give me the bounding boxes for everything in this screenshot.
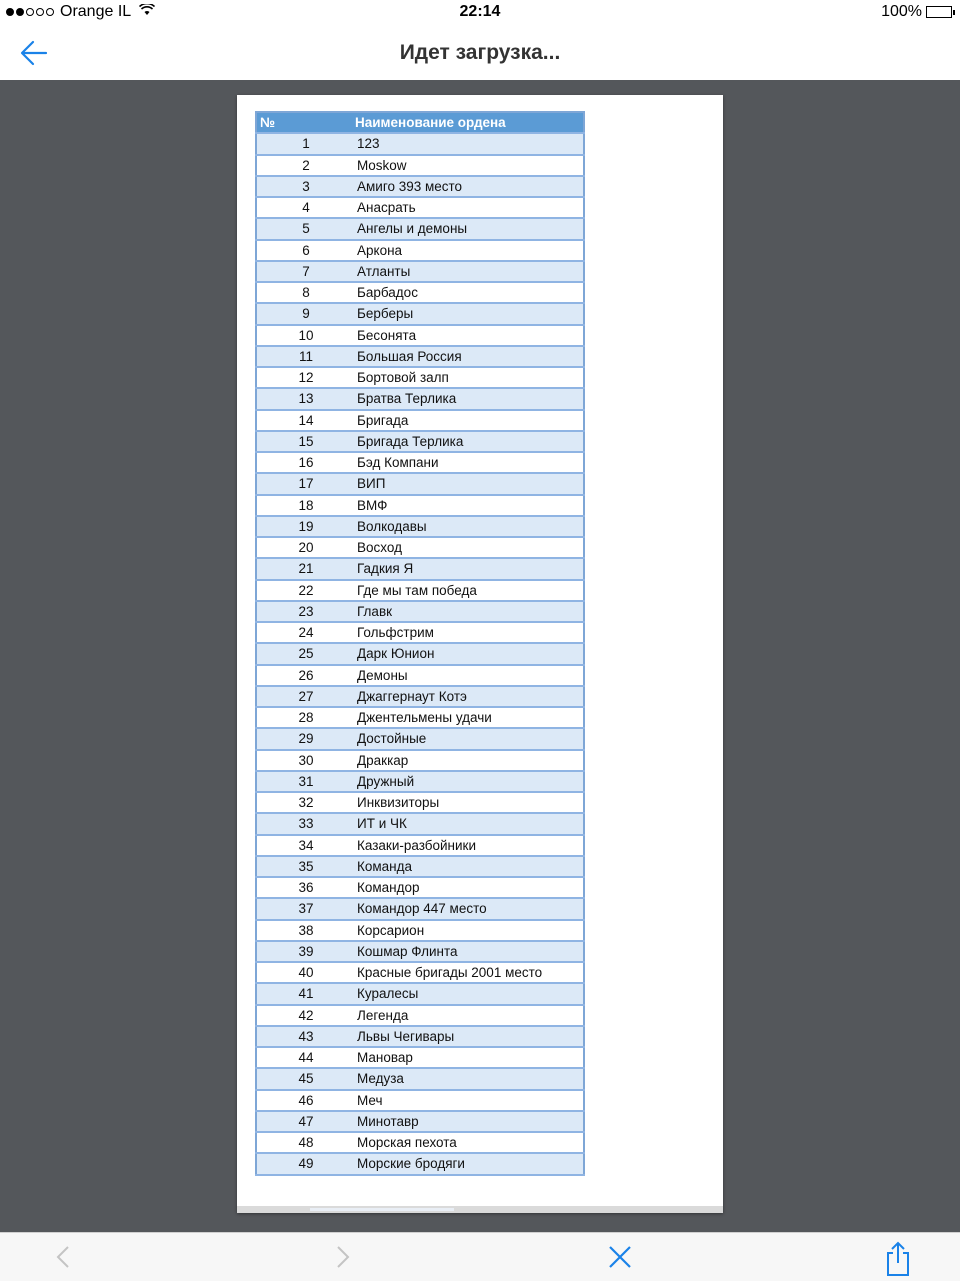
order-name: Мановар (355, 1047, 584, 1068)
order-name: Ангелы и демоны (355, 218, 584, 239)
order-name: Где мы там победа (355, 580, 584, 601)
row-number: 30 (256, 750, 355, 771)
battery-icon (926, 6, 952, 18)
table-row (256, 516, 584, 537)
row-number: 45 (256, 1068, 355, 1089)
table-row (256, 1068, 584, 1089)
share-button[interactable] (882, 1241, 914, 1273)
table-row (256, 388, 584, 409)
table-row (256, 580, 584, 601)
table-row (256, 197, 584, 218)
share-icon (882, 1241, 914, 1277)
table-row (256, 367, 584, 388)
order-name: Львы Чегивары (355, 1026, 584, 1047)
row-number: 5 (256, 218, 355, 239)
row-number: 47 (256, 1111, 355, 1132)
close-button[interactable] (604, 1241, 636, 1273)
navigation-bar (0, 28, 960, 80)
table-row (256, 792, 584, 813)
row-number: 49 (256, 1153, 355, 1174)
order-name: Анасрать (355, 197, 584, 218)
order-name: Бригада (355, 410, 584, 431)
order-name: Берберы (355, 303, 584, 324)
status-time: 22:14 (459, 3, 501, 20)
table-row (256, 898, 584, 919)
table-row (256, 601, 584, 622)
table-row (256, 835, 584, 856)
row-number: 13 (256, 388, 355, 409)
order-name: Бортовой залп (355, 367, 584, 388)
row-number: 31 (256, 771, 355, 792)
order-name: Дружный (355, 771, 584, 792)
chevron-left-icon (48, 1241, 80, 1273)
table-row (256, 1047, 584, 1068)
table-row (256, 537, 584, 558)
order-name: ИТ и ЧК (355, 813, 584, 834)
document-page (237, 95, 723, 1213)
row-number: 33 (256, 813, 355, 834)
row-number: 7 (256, 261, 355, 282)
row-number: 2 (256, 155, 355, 176)
status-bar (0, 0, 960, 28)
row-number: 43 (256, 1026, 355, 1047)
close-icon (604, 1241, 636, 1273)
order-name: Главк (355, 601, 584, 622)
row-number: 34 (256, 835, 355, 856)
order-name: Командор (355, 877, 584, 898)
table-row (256, 558, 584, 579)
bottom-toolbar (0, 1232, 960, 1281)
table-header-row (256, 112, 584, 133)
row-number: 9 (256, 303, 355, 324)
table-row (256, 962, 584, 983)
orders-table (255, 111, 585, 1176)
table-row (256, 1005, 584, 1026)
table-row (256, 1153, 584, 1174)
table-row (256, 728, 584, 749)
table-row (256, 346, 584, 367)
next-button[interactable] (326, 1241, 358, 1273)
row-number: 42 (256, 1005, 355, 1026)
row-number: 14 (256, 410, 355, 431)
order-name: Морская пехота (355, 1132, 584, 1153)
row-number: 6 (256, 240, 355, 261)
row-number: 17 (256, 473, 355, 494)
order-name: Легенда (355, 1005, 584, 1026)
order-name: Минотавр (355, 1111, 584, 1132)
order-name: Дарк Юнион (355, 643, 584, 664)
order-name: 123 (355, 133, 584, 154)
table-row (256, 282, 584, 303)
row-number: 11 (256, 346, 355, 367)
order-name: Восход (355, 537, 584, 558)
table-row (256, 133, 584, 154)
table-row (256, 473, 584, 494)
order-name: Драккар (355, 750, 584, 771)
page-bottom-edge (237, 1206, 723, 1213)
table-row (256, 813, 584, 834)
row-number: 23 (256, 601, 355, 622)
table-row (256, 750, 584, 771)
order-name: Бесонята (355, 325, 584, 346)
column-header-number: № (256, 112, 355, 133)
order-name: Братва Терлика (355, 388, 584, 409)
table-row (256, 1090, 584, 1111)
document-viewer[interactable] (0, 80, 960, 1232)
table-row (256, 643, 584, 664)
row-number: 32 (256, 792, 355, 813)
row-number: 3 (256, 176, 355, 197)
table-row (256, 218, 584, 239)
order-name: Аркона (355, 240, 584, 261)
table-row (256, 495, 584, 516)
row-number: 18 (256, 495, 355, 516)
row-number: 12 (256, 367, 355, 388)
row-number: 21 (256, 558, 355, 579)
order-name: ВМФ (355, 495, 584, 516)
row-number: 46 (256, 1090, 355, 1111)
table-row (256, 452, 584, 473)
order-name: Меч (355, 1090, 584, 1111)
row-number: 20 (256, 537, 355, 558)
row-number: 4 (256, 197, 355, 218)
order-name: Джентельмены удачи (355, 707, 584, 728)
table-row (256, 155, 584, 176)
row-number: 16 (256, 452, 355, 473)
order-name: Кошмар Флинта (355, 941, 584, 962)
order-name: Бригада Терлика (355, 431, 584, 452)
row-number: 35 (256, 856, 355, 877)
table-row (256, 983, 584, 1004)
column-header-name: Наименование ордена (355, 112, 584, 133)
order-name: Командор 447 место (355, 898, 584, 919)
table-row (256, 665, 584, 686)
battery-percent: 100% (881, 3, 922, 20)
row-number: 22 (256, 580, 355, 601)
order-name: Барбадос (355, 282, 584, 303)
table-row (256, 410, 584, 431)
row-number: 1 (256, 133, 355, 154)
table-row (256, 771, 584, 792)
order-name: Казаки-разбойники (355, 835, 584, 856)
table-row (256, 325, 584, 346)
order-name: Амиго 393 место (355, 176, 584, 197)
table-row (256, 856, 584, 877)
table-row (256, 176, 584, 197)
order-name: Морские бродяги (355, 1153, 584, 1174)
order-name: Команда (355, 856, 584, 877)
order-name: Бэд Компани (355, 452, 584, 473)
table-row (256, 920, 584, 941)
table-row (256, 431, 584, 452)
row-number: 36 (256, 877, 355, 898)
table-row (256, 707, 584, 728)
row-number: 38 (256, 920, 355, 941)
order-name: Moskow (355, 155, 584, 176)
table-row (256, 877, 584, 898)
carrier-name: Orange IL (60, 3, 132, 20)
table-row (256, 303, 584, 324)
order-name: Корсарион (355, 920, 584, 941)
table-row (256, 1132, 584, 1153)
page-title: Идет загрузка... (399, 41, 561, 64)
order-name: Достойные (355, 728, 584, 749)
table-row (256, 941, 584, 962)
row-number: 41 (256, 983, 355, 1004)
order-name: Атланты (355, 261, 584, 282)
row-number: 40 (256, 962, 355, 983)
order-name: Гадкия Я (355, 558, 584, 579)
row-number: 15 (256, 431, 355, 452)
row-number: 27 (256, 686, 355, 707)
table-row (256, 1026, 584, 1047)
row-number: 26 (256, 665, 355, 686)
order-name: Красные бригады 2001 место (355, 962, 584, 983)
order-name: Волкодавы (355, 516, 584, 537)
order-name: Гольфстрим (355, 622, 584, 643)
table-row (256, 261, 584, 282)
row-number: 29 (256, 728, 355, 749)
row-number: 10 (256, 325, 355, 346)
table-row (256, 240, 584, 261)
table-row (256, 622, 584, 643)
order-name: Куралесы (355, 983, 584, 1004)
table-row (256, 1111, 584, 1132)
previous-button[interactable] (48, 1241, 80, 1273)
order-name: Большая Россия (355, 346, 584, 367)
table-row (256, 686, 584, 707)
row-number: 44 (256, 1047, 355, 1068)
row-number: 48 (256, 1132, 355, 1153)
order-name: Инквизиторы (355, 792, 584, 813)
row-number: 8 (256, 282, 355, 303)
chevron-right-icon (326, 1241, 358, 1273)
table-body (256, 133, 584, 1174)
row-number: 39 (256, 941, 355, 962)
status-right (881, 3, 952, 21)
row-number: 24 (256, 622, 355, 643)
row-number: 25 (256, 643, 355, 664)
order-name: ВИП (355, 473, 584, 494)
row-number: 28 (256, 707, 355, 728)
row-number: 19 (256, 516, 355, 537)
order-name: Медуза (355, 1068, 584, 1089)
order-name: Джаггернаут Котэ (355, 686, 584, 707)
order-name: Демоны (355, 665, 584, 686)
row-number: 37 (256, 898, 355, 919)
